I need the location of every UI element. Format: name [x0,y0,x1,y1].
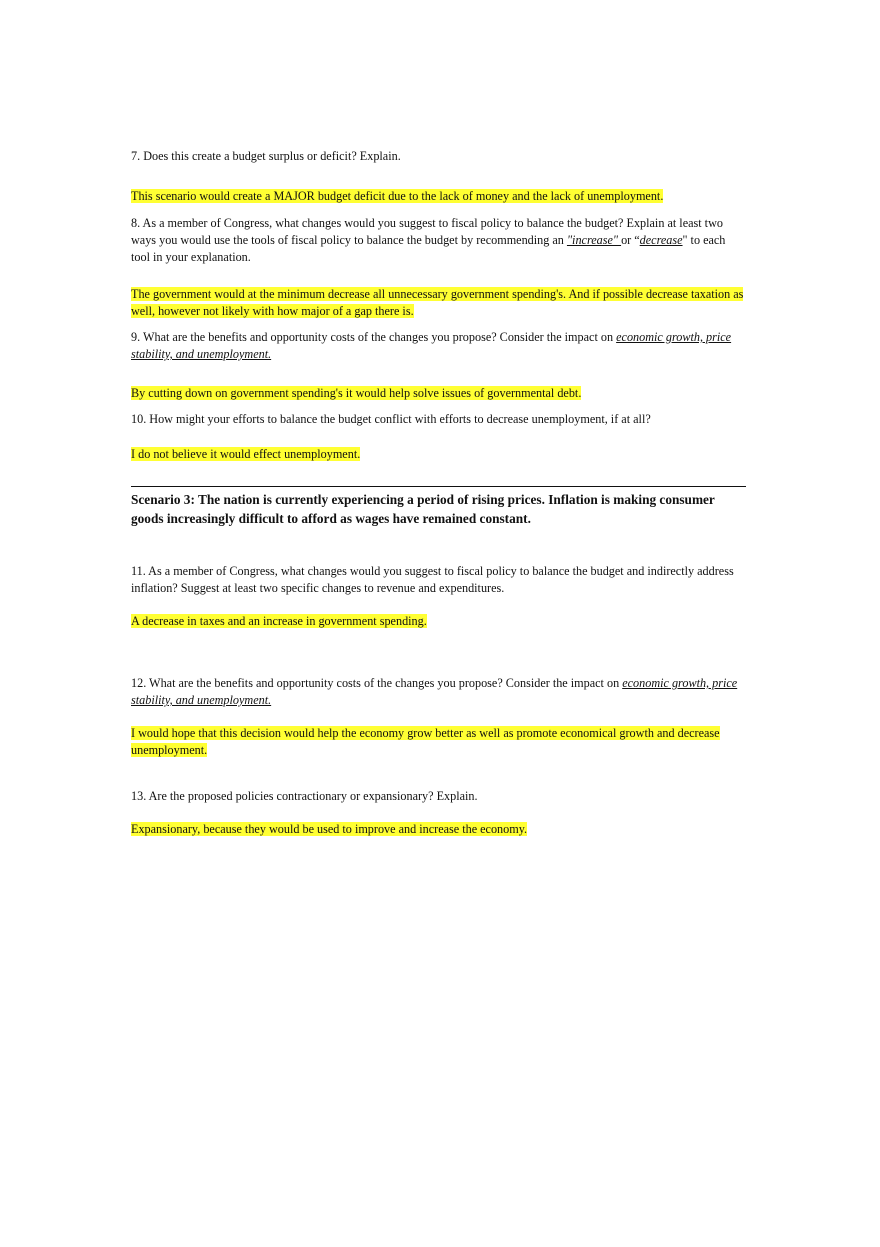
answer-7 [131,188,747,205]
answer-9 [131,385,747,402]
question-8 [131,215,747,266]
answer-7-text: This scenario would create a MAJOR budget deficit due to the lack of money and the lack of unemployment. [131,189,664,203]
answer-13 [131,821,747,838]
scenario-3-heading: Scenario 3: The nation is currently experiencing a period of rising prices. Inflation is making consumer goods increasingly difficult to afford as wages have remained constant. [131,492,715,526]
answer-12-text: I would hope that this decision would help the economy grow better as well as promote economical growth and decrease unemployment. [131,726,720,757]
question-12-text: 12. What are the benefits and opportunity costs of the changes you propose? Consider the impact on [131,676,623,690]
question-8-text: 8. As a member of Congress, what changes would you suggest to fiscal policy to balance the budget? Explain at least two ways you would use the tools of fiscal policy to balance the budget by recommending an [131,216,723,247]
term-increase: "increase" [566,233,622,247]
answer-8-text: The government would at the minimum decrease all unnecessary government spending's. And if possible decrease taxation as well, however not likely with how major of a gap there is. [131,287,744,318]
question-13: 13. Are the proposed policies contractionary or expansionary? Explain. [131,789,478,803]
answer-11-text: A decrease in taxes and an increase in government spending. [131,614,427,628]
term-decrease: decrease [639,233,683,247]
question-12 [131,675,747,709]
question-8-tail: " to each tool in your explanation. [131,233,726,264]
answer-12 [131,725,747,759]
answer-8 [131,286,747,320]
question-9-text: 9. What are the benefits and opportunity costs of the changes you propose? Consider the impact on [131,330,617,344]
question-7: 7. Does this create a budget surplus or deficit? Explain. [131,149,401,163]
question-12-impact-terms: economic growth, price stability, and unemployment. [131,676,738,707]
question-11: 11. As a member of Congress, what changes would you suggest to fiscal policy to balance the budget and indirectly address inflation? Suggest at least two specific changes to revenue and expenditures. [131,564,734,595]
answer-13-text: Expansionary, because they would be used to improve and increase the economy. [131,822,528,836]
question-9-impact-terms: economic growth, price stability, and unemployment. [131,330,732,361]
question-10: 10. How might your efforts to balance the budget conflict with efforts to decrease unemployment, if at all? [131,412,651,426]
question-9 [131,329,747,363]
answer-10-text: I do not believe it would effect unemployment. [131,447,361,461]
section-divider [131,486,746,487]
answer-9-text: By cutting down on government spending's it would help solve issues of governmental debt. [131,386,582,400]
answer-11 [131,613,747,630]
answer-10 [131,446,747,463]
question-8-or: or “ [621,233,640,247]
